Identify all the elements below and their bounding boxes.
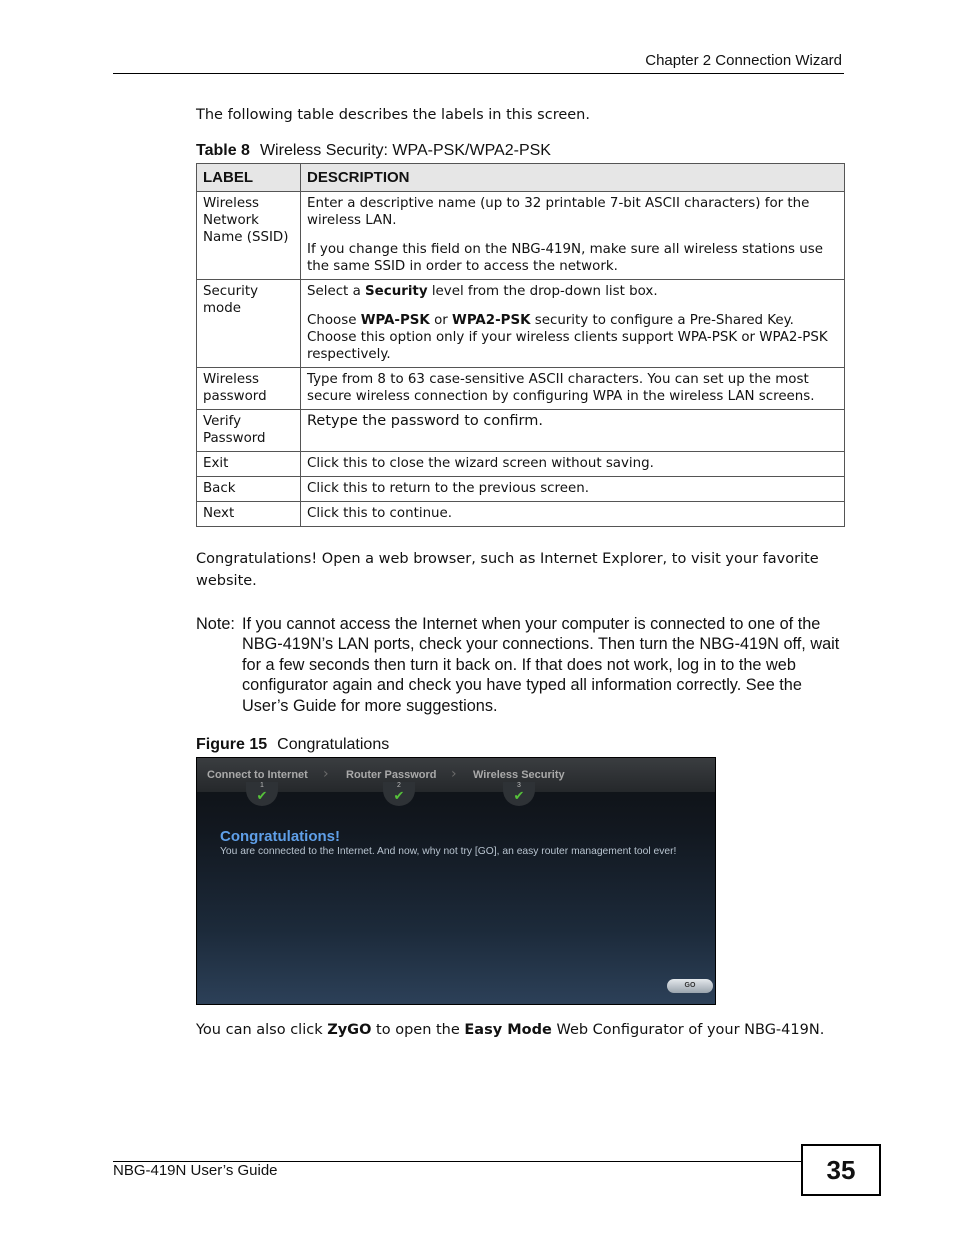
chevron-right-icon: › xyxy=(451,766,457,782)
step-marker xyxy=(503,782,535,806)
table-row xyxy=(197,192,845,280)
text-run: You can also click xyxy=(196,1022,328,1038)
intro-text: The following table describes the labels in this screen. xyxy=(196,107,590,123)
text-run: or xyxy=(429,313,453,328)
table-caption-title: Wireless Security: WPA-PSK/WPA2-PSK xyxy=(259,142,551,159)
text-run: Choose xyxy=(307,313,361,328)
table-row xyxy=(197,368,845,410)
text-run: Web Configurator of your NBG-419N. xyxy=(551,1022,825,1038)
bold-term: Easy Mode xyxy=(464,1022,552,1038)
description-paragraph xyxy=(307,283,838,300)
description-paragraph: Enter a descriptive name (up to 32 printable 7-bit ASCII characters) for the wireless LAN. xyxy=(307,196,810,228)
congratulations-message: You are connected to the Internet. And now, why not try [GO], an easy router management tool ever! xyxy=(220,846,677,857)
row-label: Verify Password xyxy=(197,410,301,452)
step-label-wireless-security: Wireless Security xyxy=(473,769,565,781)
note-body: If you cannot access the Internet when your computer is connected to one of the NBG-419N’s LAN ports, check your connections. Then turn the NBG-419N off, wait for a few seconds then turn it back on. If that does not work, log in to the web configurator again and check you have typed all information correctly. See the User’s Guide for more suggestions. xyxy=(242,615,840,715)
table-row xyxy=(197,502,845,527)
step-marker xyxy=(383,782,415,806)
row-description: Click this to return to the previous screen. xyxy=(301,477,845,502)
figure-caption-label: Figure 15 xyxy=(196,736,268,753)
row-description: Retype the password to confirm. xyxy=(301,410,845,452)
step-marker xyxy=(246,782,278,806)
note-label: Note: xyxy=(196,615,235,633)
row-description xyxy=(301,192,845,280)
congratulations-screenshot xyxy=(196,757,716,1005)
description-paragraph: If you change this field on the NBG-419N, make sure all wireless stations use the same SSID in order to access the network. xyxy=(307,242,823,274)
bold-term: ZyGO xyxy=(327,1022,372,1038)
congrats-paragraph: Congratulations! Open a web browser, such as Internet Explorer, to visit your favorite website. xyxy=(196,551,819,589)
table-row xyxy=(197,410,845,452)
row-label: Next xyxy=(197,502,301,527)
row-description: Click this to close the wizard screen without saving. xyxy=(301,452,845,477)
step-number: 1 xyxy=(260,782,264,789)
bold-term: Security xyxy=(365,284,428,299)
header-description: DESCRIPTION xyxy=(301,164,845,192)
go-button[interactable]: GO xyxy=(667,979,713,993)
row-description: Type from 8 to 63 case-sensitive ASCII characters. You can set up the most secure wireless connection by configuring WPA in the wireless LAN screens. xyxy=(301,368,845,410)
step-number: 3 xyxy=(517,782,521,789)
row-label: Security mode xyxy=(197,280,301,368)
text-run: Select a xyxy=(307,284,366,299)
table-header-row xyxy=(197,164,845,192)
row-label: Wireless password xyxy=(197,368,301,410)
bold-term: WPA2-PSK xyxy=(452,313,531,328)
table-row xyxy=(197,477,845,502)
table-row xyxy=(197,452,845,477)
table-caption xyxy=(196,142,551,160)
check-icon: ✔ xyxy=(513,789,525,804)
text-run: level from the drop-down list box. xyxy=(427,284,658,299)
check-icon: ✔ xyxy=(393,789,405,804)
chapter-header: Chapter 2 Connection Wizard xyxy=(645,52,842,69)
row-description: Click this to continue. xyxy=(301,502,845,527)
description-paragraph xyxy=(307,312,838,363)
footer-guide-title: NBG-419N User’s Guide xyxy=(113,1162,278,1179)
congratulations-title: Congratulations! xyxy=(220,828,340,845)
check-icon: ✔ xyxy=(256,789,268,804)
header-rule xyxy=(113,73,844,74)
chevron-right-icon: › xyxy=(323,766,329,782)
page-number: 35 xyxy=(801,1144,881,1196)
description-table xyxy=(196,163,845,527)
header-label: LABEL xyxy=(197,164,301,192)
row-label: Exit xyxy=(197,452,301,477)
zygo-paragraph xyxy=(196,1019,836,1041)
text-run: to open the xyxy=(371,1022,465,1038)
step-label-connect: Connect to Internet xyxy=(207,769,308,781)
table-caption-label: Table 8 xyxy=(196,142,250,159)
table-row xyxy=(197,280,845,368)
row-label: Wireless Network Name (SSID) xyxy=(197,192,301,280)
note-block xyxy=(196,614,846,716)
step-number: 2 xyxy=(397,782,401,789)
row-description xyxy=(301,280,845,368)
bold-term: WPA-PSK xyxy=(360,313,430,328)
step-label-router-password: Router Password xyxy=(346,769,437,781)
row-label: Back xyxy=(197,477,301,502)
figure-caption-title: Congratulations xyxy=(277,736,390,753)
text-run: security to configure a Pre-Shared Key. Choose this option only if your wireless clients support WPA-PSK or WPA2-PSK respectively. xyxy=(307,313,828,362)
figure-caption xyxy=(196,736,389,754)
